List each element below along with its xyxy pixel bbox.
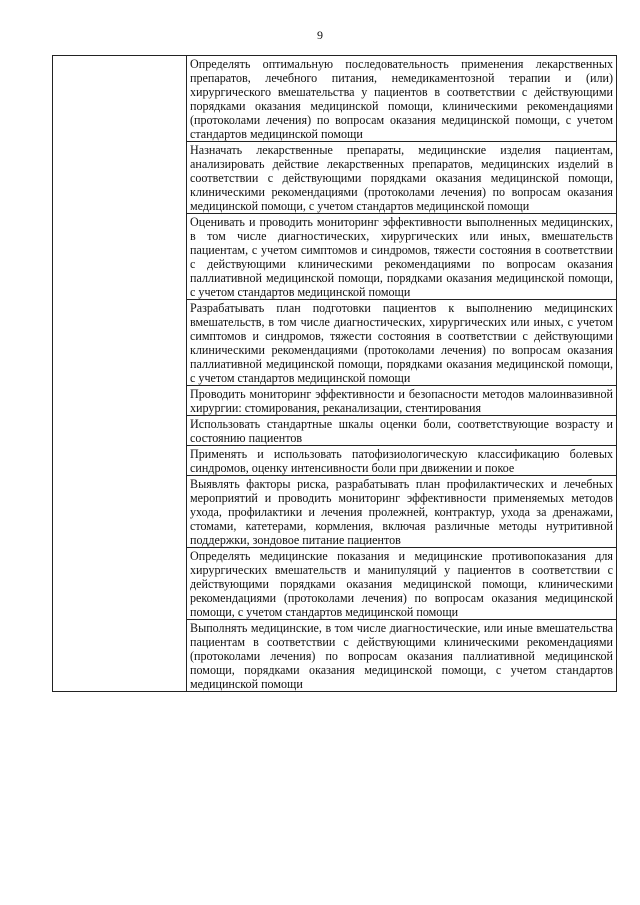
page-number: 9 (317, 28, 323, 42)
table-cell: Назначать лекарственные препараты, медицинские изделия пациентам, анализировать действие лекарственных препаратов, медицинских изделий в соответствии с действующими порядками оказания медицинской помощи, клиническими рекомендациями (протоколами лечения) по вопросам оказания медицинской помощи, с учетом стандартов медицинской помощи (187, 142, 617, 214)
table-cell: Выявлять факторы риска, разрабатывать план профилактических и лечебных мероприятий и проводить мониторинг эффективности применяемых методов ухода, профилактики и лечения пролежней, контрактур, ухода за дренажами, стомами, катетерами, кормления, включая различные методы нутритивной поддержки, зондовое питание пациентов (187, 476, 617, 548)
table-cell: Определять оптимальную последовательность применения лекарственных препаратов, лечебного питания, немедикаментозной терапии и (или) хирургического вмешательства у пациентов в соответствии с действующими порядками оказания медицинской помощи, клиническими рекомендациями (протоколами лечения) по вопросам оказания медицинской помощи, с учетом стандартов медицинской помощи (187, 56, 617, 142)
table-cell: Проводить мониторинг эффективности и безопасности методов малоинвазивной хирургии: стомирования, реканализации, стентирования (187, 386, 617, 416)
skills-table (52, 55, 617, 692)
table-cell: Использовать стандартные шкалы оценки боли, соответствующие возрасту и состоянию пациентов (187, 416, 617, 446)
table-cell: Определять медицинские показания и медицинские противопоказания для хирургических вмешательств и манипуляций у пациентов в соответствии с действующими порядками оказания медицинской помощи, клиническими рекомендациями (протоколами лечения) по вопросам оказания медицинской помощи, с учетом стандартов медицинской помощи (187, 548, 617, 620)
table-cell: Разрабатывать план подготовки пациентов к выполнению медицинских вмешательств, в том числе диагностических, хирургических или иных, с учетом симптомов и синдромов, тяжести состояния в соответствии с действующими клиническими рекомендациями (протоколами лечения) по вопросам оказания паллиативной медицинской помощи, порядками оказания медицинской помощи, с учетом стандартов медицинской помощи (187, 300, 617, 386)
table-cell: Применять и использовать патофизиологическую классификацию болевых синдромов, оценку интенсивности боли при движении и покое (187, 446, 617, 476)
table-cell: Выполнять медицинские, в том числе диагностические, или иные вмешательства пациентам в соответствии с действующими клиническими рекомендациями (протоколами лечения) по вопросам оказания паллиативной медицинской помощи, порядками оказания медицинской помощи, с учетом стандартов медицинской помощи (187, 620, 617, 692)
table-cell: Оценивать и проводить мониторинг эффективности выполненных медицинских, в том числе диагностических, хирургических или иных, вмешательств пациентам, с учетом симптомов и синдромов, тяжести состояния в соответствии с действующими клиническими рекомендациями по вопросам оказания паллиативной медицинской помощи, порядками оказания медицинской помощи, с учетом стандартов медицинской помощи (187, 214, 617, 300)
table-row (53, 56, 617, 142)
left-column-cell (53, 56, 187, 692)
